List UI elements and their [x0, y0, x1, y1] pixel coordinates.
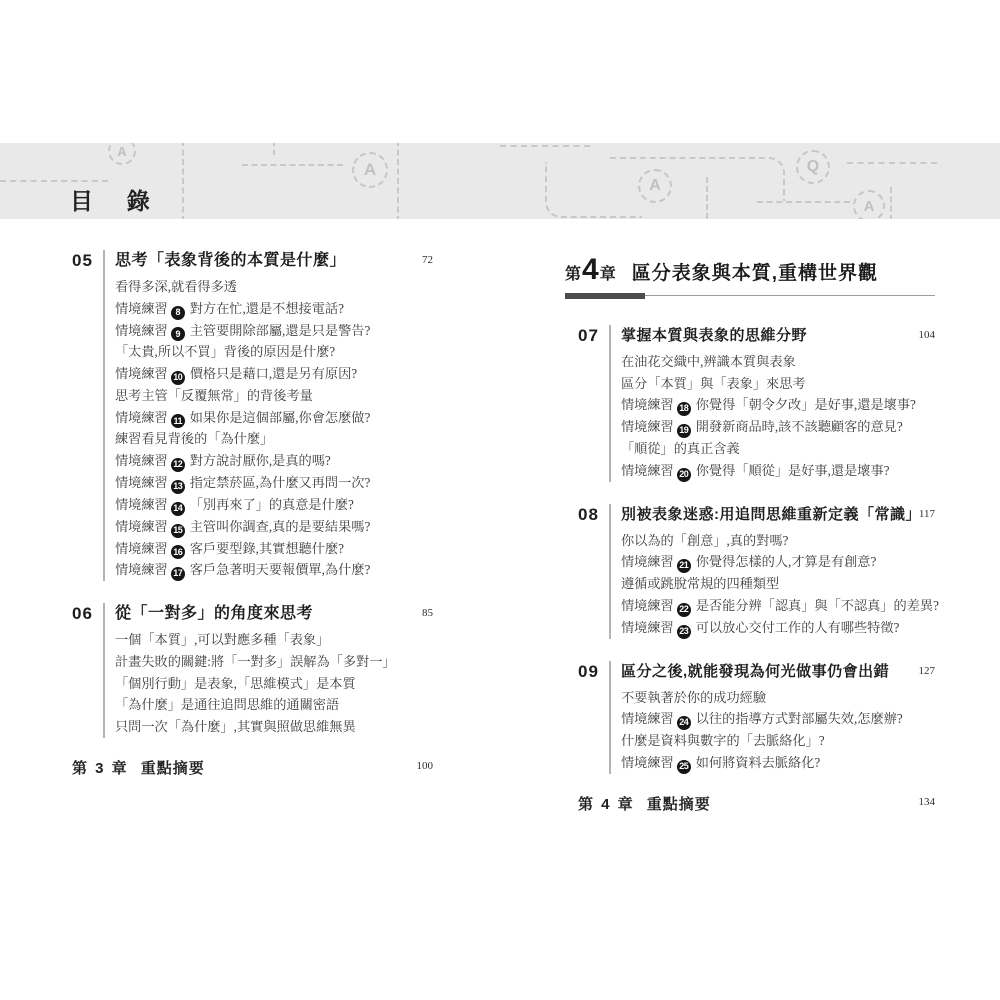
page-number: 104	[918, 329, 935, 341]
toc-item	[115, 407, 433, 429]
item-text: 「別再來了」的真意是什麼?	[189, 496, 354, 512]
item-text: 不要執著於你的成功經驗	[621, 689, 767, 705]
rule-thick-segment	[565, 293, 645, 299]
exercise-number-badge: 9	[171, 327, 185, 341]
exercise-label: 情境練習	[115, 562, 168, 578]
page-number: 127	[918, 664, 935, 677]
right-sections	[578, 325, 939, 774]
dashed-circle-q-icon: Q	[796, 150, 830, 184]
section-number: 08	[578, 504, 599, 524]
item-text: 你覺得「順從」是好事,還是壞事?	[695, 462, 890, 478]
section-items	[621, 351, 935, 482]
exercise-label: 情境練習	[621, 754, 674, 770]
dashed-line	[500, 145, 590, 147]
dashed-line	[890, 187, 892, 219]
toc-item	[621, 460, 935, 482]
dashed-line	[397, 143, 399, 219]
toc-item	[115, 629, 433, 651]
exercise-label: 情境練習	[621, 554, 674, 570]
item-text: 以往的指導方式對部屬失效,怎麼辦?	[695, 711, 903, 727]
section-body	[103, 603, 433, 738]
toc-item	[115, 298, 433, 320]
item-text: 「個別行動」是表象,「思維模式」是本質	[115, 675, 356, 691]
page-title: 目 錄	[70, 189, 164, 214]
page-number: 117	[918, 507, 935, 520]
exercise-number-badge: 20	[677, 468, 691, 482]
toc-item	[621, 394, 935, 416]
exercise-number-badge: 12	[171, 458, 185, 472]
item-text: 只問一次「為什麼」,其實與照做思維無異	[115, 719, 356, 735]
exercise-number-badge: 8	[171, 306, 185, 320]
item-text: 對方說討厭你,是真的嗎?	[189, 453, 331, 469]
toc-item	[115, 320, 433, 342]
left-sections	[72, 250, 433, 738]
exercise-label: 情境練習	[115, 366, 168, 382]
toc-item	[115, 341, 433, 363]
chapter-label: 第 4 章	[578, 795, 635, 813]
chapter-label: 第 3 章	[72, 759, 129, 777]
section-number: 06	[72, 604, 93, 624]
item-text: 你覺得「朝令夕改」是好事,還是壞事?	[695, 397, 916, 413]
item-text: 如果你是這個部屬,你會怎麼做?	[189, 409, 371, 425]
dashed-line	[757, 201, 850, 203]
toc-item	[115, 651, 433, 673]
toc-item	[115, 428, 433, 450]
exercise-number-badge: 14	[171, 502, 185, 516]
exercise-label: 情境練習	[115, 475, 168, 491]
item-text: 是否能分辨「認真」與「不認真」的差異?	[695, 597, 939, 613]
item-text: 主管叫你調查,真的是要結果嗎?	[189, 518, 371, 534]
toc-item	[115, 363, 433, 385]
dashed-line	[242, 164, 343, 166]
page-number: 100	[416, 759, 433, 772]
item-text: 一個「本質」,可以對應多種「表象」	[115, 632, 330, 648]
section-items	[621, 530, 939, 639]
exercise-label: 情境練習	[115, 300, 168, 316]
exercise-label: 情境練習	[621, 462, 674, 478]
toc-item	[621, 530, 935, 552]
dashed-circle-a-icon: A	[638, 169, 672, 203]
toc-item	[621, 617, 935, 639]
exercise-number-badge: 16	[171, 545, 185, 559]
chapter-4-summary-row	[578, 793, 935, 814]
section-items	[621, 687, 935, 774]
page-number: 72	[422, 254, 433, 266]
dashed-line	[182, 143, 184, 219]
toc-item	[621, 730, 935, 752]
exercise-number-badge: 22	[677, 603, 691, 617]
page-number: 85	[422, 607, 433, 620]
section-number: 07	[578, 326, 599, 345]
dashed-line	[706, 177, 708, 219]
item-text: 指定禁菸區,為什麼又再問一次?	[189, 475, 371, 491]
toc-item	[115, 450, 433, 472]
toc-section-06	[72, 603, 433, 738]
exercise-number-badge: 11	[171, 414, 185, 428]
dashed-line	[273, 143, 275, 155]
exercise-number-badge: 19	[677, 424, 691, 438]
dashed-line	[0, 180, 108, 182]
item-text: 主管要開除部屬,還是只是警告?	[189, 322, 371, 338]
toc-item	[621, 373, 935, 395]
summary-label: 重點摘要	[140, 759, 205, 777]
toc-item	[621, 687, 935, 709]
exercise-label: 情境練習	[115, 540, 168, 556]
toc-item	[115, 494, 433, 516]
toc-section-09	[578, 661, 935, 774]
exercise-number-badge: 21	[677, 559, 691, 573]
dashed-line	[847, 162, 937, 164]
exercise-label: 情境練習	[115, 496, 168, 512]
item-text: 「為什麼」是通往追問思維的通關密語	[115, 697, 340, 713]
item-text: 價格只是藉口,還是另有原因?	[189, 366, 358, 382]
right-column	[565, 253, 939, 814]
chapter-number: 4	[582, 253, 599, 286]
header-band	[0, 143, 1000, 219]
section-body	[609, 325, 935, 482]
section-title: 區分之後,就能發現為何光做事仍會出錯	[621, 662, 890, 680]
item-text: 你覺得怎樣的人,才算是有創意?	[695, 554, 877, 570]
exercise-number-badge: 13	[171, 480, 185, 494]
exercise-number-badge: 15	[171, 524, 185, 538]
exercise-label: 情境練習	[621, 711, 674, 727]
item-text: 在油花交織中,辨識本質與表象	[621, 354, 796, 369]
dashed-circle-a-icon: A	[108, 143, 136, 165]
section-title: 別被表象迷惑:用追問思維重新定義「常識」	[621, 505, 921, 523]
toc-item	[621, 351, 935, 373]
section-title: 從「一對多」的角度來思考	[115, 605, 314, 623]
toc-item	[115, 516, 433, 538]
item-text: 遵循或跳脫常規的四種類型	[621, 576, 780, 592]
item-text: 什麼是資料與數字的「去脈絡化」?	[621, 733, 825, 749]
exercise-label: 情境練習	[115, 322, 168, 338]
section-body	[609, 504, 939, 639]
item-text: 「太貴,所以不買」背後的原因是什麼?	[115, 344, 336, 360]
item-text: 計畫失敗的關鍵:將「一對多」誤解為「多對一」	[115, 653, 396, 669]
toc-item	[115, 385, 433, 407]
section-items	[115, 629, 433, 738]
exercise-label: 情境練習	[621, 397, 674, 413]
toc-item	[621, 573, 935, 595]
toc-item	[115, 559, 433, 581]
item-text: 可以放心交付工作的人有哪些特徵?	[695, 619, 900, 635]
section-title: 思考「表象背後的本質是什麼」	[115, 252, 347, 269]
toc-item	[115, 694, 433, 716]
toc-item	[621, 551, 935, 573]
item-text: 區分「本質」與「表象」來思考	[621, 375, 806, 391]
toc-item	[621, 595, 939, 617]
exercise-label: 情境練習	[621, 619, 674, 635]
item-text: 思考主管「反覆無常」的背後考量	[115, 387, 313, 403]
exercise-number-badge: 18	[677, 402, 691, 416]
exercise-label: 情境練習	[115, 518, 168, 534]
page-number: 134	[918, 795, 935, 808]
toc-item	[115, 673, 433, 695]
exercise-label: 情境練習	[621, 597, 674, 613]
chapter-suffix: 章	[599, 266, 616, 283]
toc-section-08	[578, 504, 939, 639]
dashed-circle-a-icon: A	[352, 152, 388, 188]
toc-item	[115, 276, 433, 298]
section-items	[115, 276, 433, 581]
dashed-line	[610, 157, 785, 201]
chapter-4-heading	[565, 255, 935, 285]
toc-item	[621, 752, 935, 774]
exercise-label: 情境練習	[115, 453, 168, 469]
toc-item	[621, 708, 935, 730]
chapter-3-summary-row	[72, 757, 433, 778]
toc-section-07	[578, 325, 935, 482]
item-text: 看得多深,就看得多透	[115, 279, 237, 294]
toc-section-05	[72, 250, 433, 581]
item-text: 「順從」的真正含義	[621, 441, 740, 457]
item-text: 對方在忙,還是不想接電話?	[189, 300, 344, 316]
chapter-heading-rule	[565, 293, 935, 299]
section-body	[609, 661, 935, 774]
item-text: 練習看見背後的「為什麼」	[115, 431, 274, 447]
item-text: 你以為的「創意」,真的對嗎?	[621, 532, 789, 548]
toc-item	[115, 472, 433, 494]
toc-item	[115, 538, 433, 560]
exercise-number-badge: 23	[677, 625, 691, 639]
item-text: 如何將資料去脈絡化?	[695, 754, 821, 770]
exercise-number-badge: 24	[677, 716, 691, 730]
section-number: 09	[578, 661, 599, 681]
item-text: 開發新商品時,該不該聽顧客的意見?	[695, 419, 903, 435]
exercise-label: 情境練習	[621, 419, 674, 435]
section-title: 掌握本質與表象的思維分野	[621, 327, 808, 344]
toc-item	[621, 416, 935, 438]
toc-item	[621, 438, 935, 460]
chapter-prefix: 第	[565, 266, 582, 283]
dashed-circle-a-icon: A	[853, 190, 885, 219]
exercise-number-badge: 10	[171, 371, 185, 385]
summary-label: 重點摘要	[646, 795, 711, 813]
exercise-number-badge: 25	[677, 760, 691, 774]
exercise-label: 情境練習	[115, 409, 168, 425]
chapter-title: 區分表象與本質,重構世界觀	[631, 263, 878, 284]
item-text: 客戶要型錄,其實想聽什麼?	[189, 540, 344, 556]
item-text: 客戶急著明天要報價單,為什麼?	[189, 562, 371, 578]
exercise-number-badge: 17	[171, 567, 185, 581]
left-column	[72, 250, 433, 778]
section-body	[103, 250, 433, 581]
toc-item	[115, 716, 433, 738]
section-number: 05	[72, 251, 93, 270]
